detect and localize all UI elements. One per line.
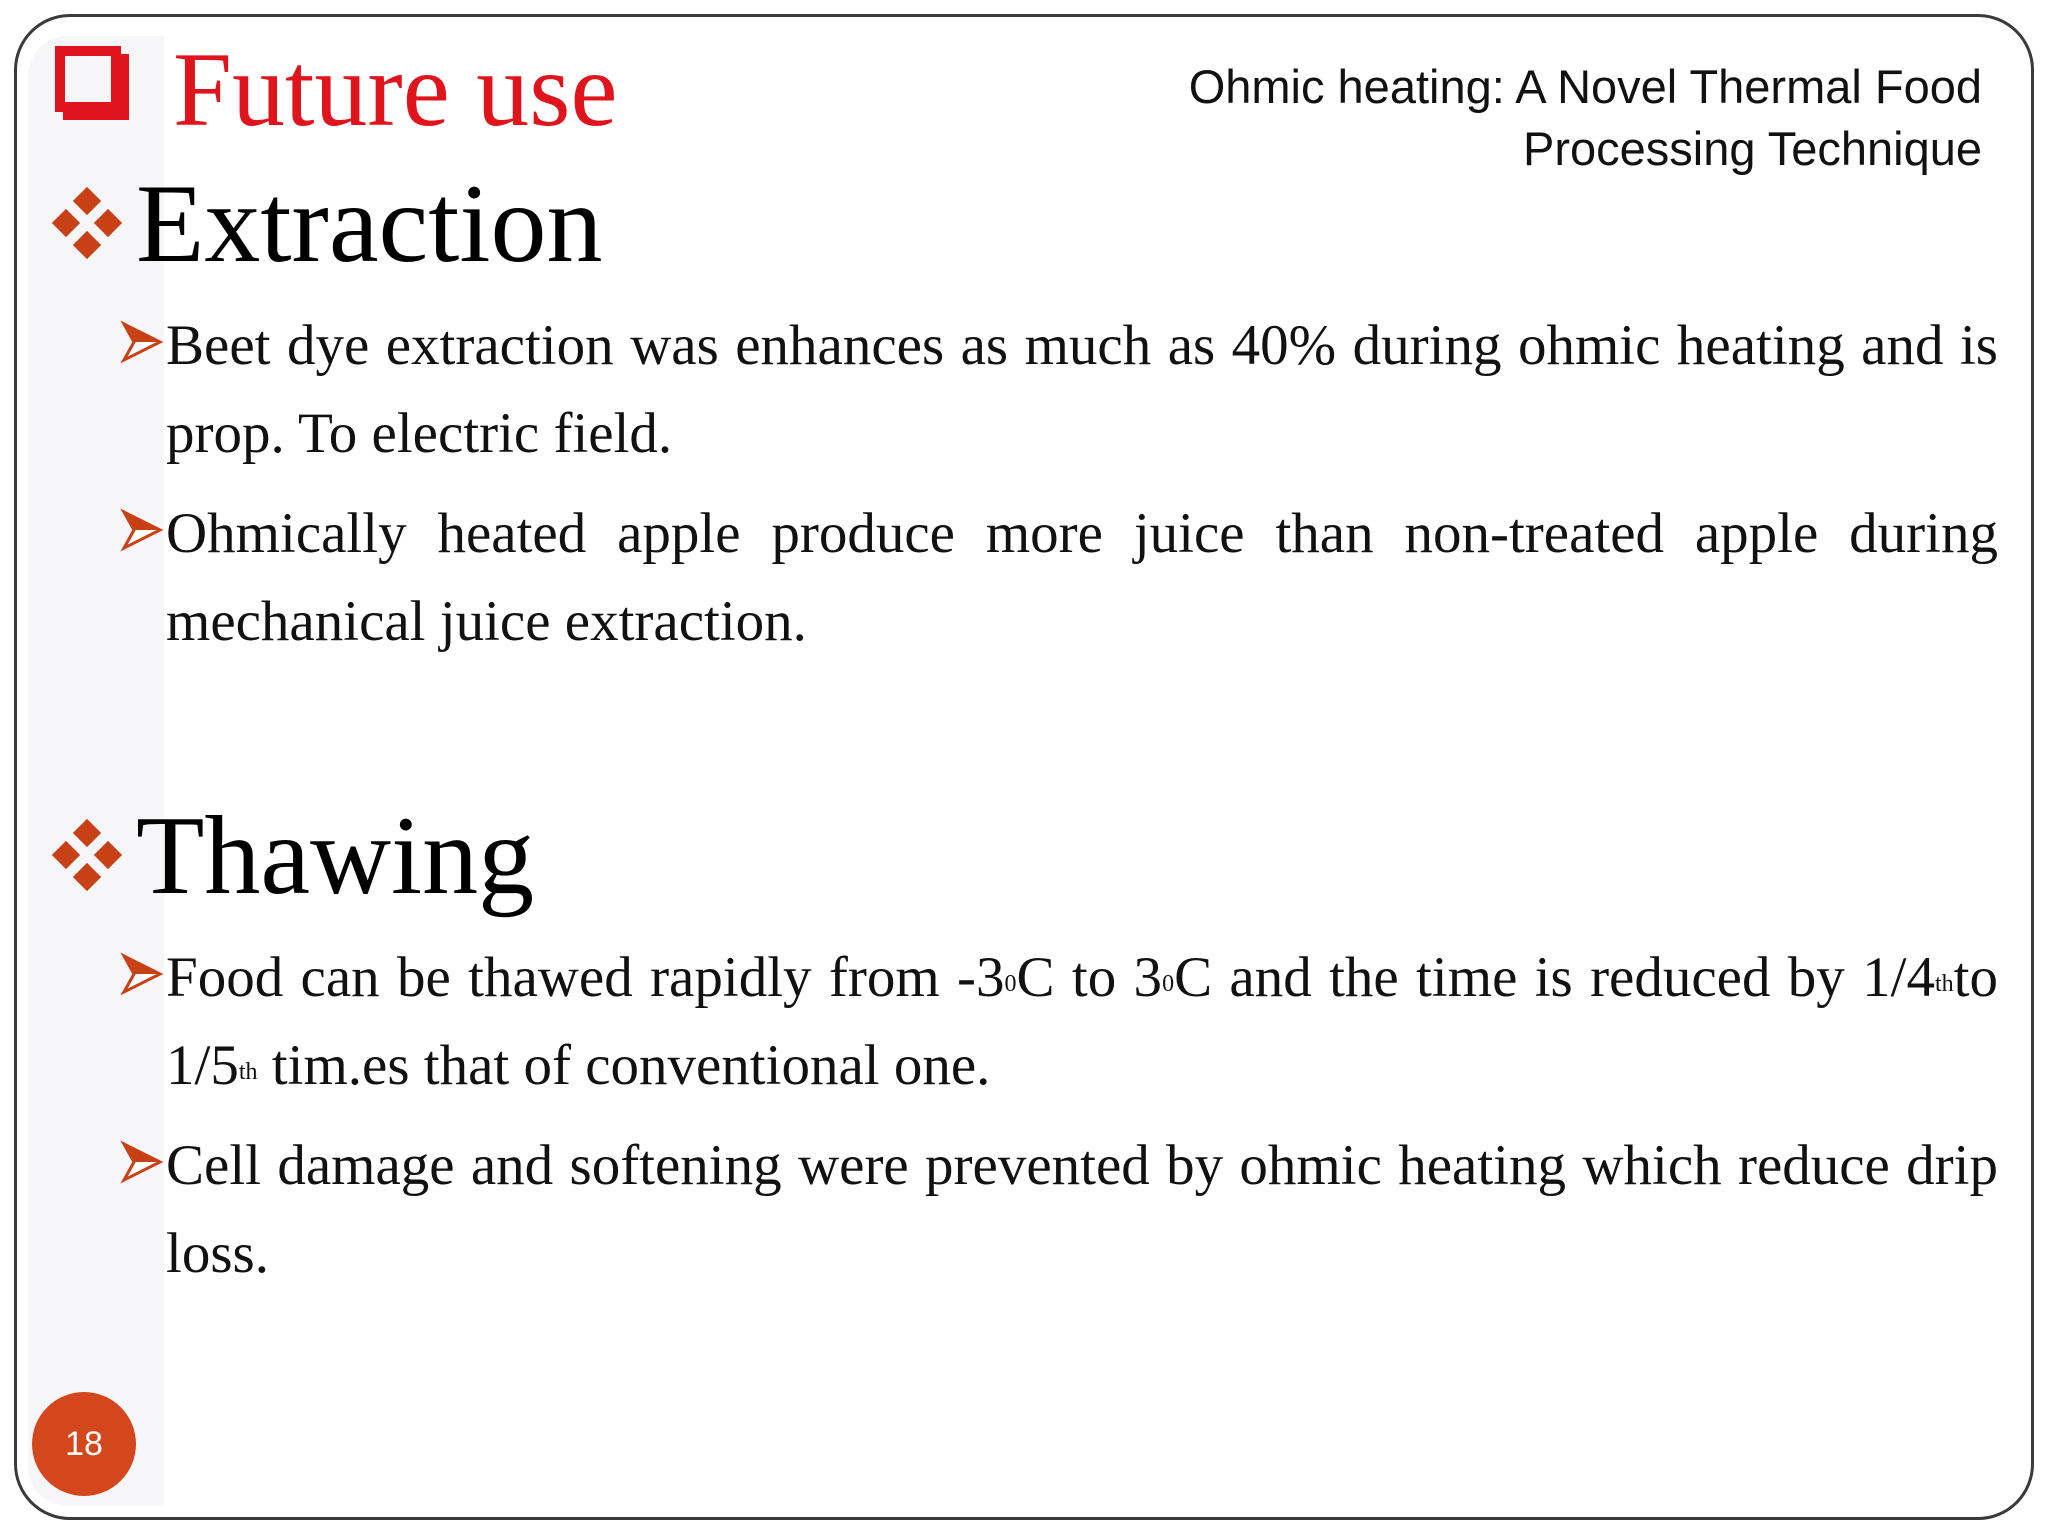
arrow-icon (120, 508, 164, 552)
section-heading-thawing (50, 794, 1998, 918)
checkbox-icon (55, 46, 121, 112)
slide-title: Future use (173, 31, 618, 148)
title-row (55, 30, 618, 150)
bullet-text: Food can be thawed rapidly from $-3^0C$ to $3^0C$ and the time is reduced by 1/4thto 1/5th tim.es that of conventional one. (166, 946, 1998, 1097)
arrow-icon (120, 1140, 164, 1184)
header-note (1062, 56, 1982, 180)
bullet-list-thawing (50, 934, 1998, 1298)
bullet-item (50, 302, 1998, 478)
bullet-text: Ohmically heated apple produce more juice than non-treated apple during mechanical juice extraction. (166, 502, 1998, 653)
four-diamond-icon (50, 187, 124, 261)
bullet-item (50, 1122, 1998, 1298)
arrow-icon (120, 952, 164, 996)
bullet-list-extraction (50, 302, 1998, 666)
section-extraction (50, 162, 1998, 678)
four-diamond-icon (50, 819, 124, 893)
bullet-text: Cell damage and softening were prevented by ohmic heating which reduce drip loss. (166, 1134, 1998, 1285)
header-note-line2: Processing Technique (1523, 122, 1982, 175)
page-number-badge: 18 (32, 1392, 136, 1496)
bullet-item (50, 934, 1998, 1110)
section-thawing (50, 794, 1998, 1310)
section-heading-extraction (50, 162, 1998, 286)
bullet-item (50, 490, 1998, 666)
arrow-icon (120, 320, 164, 364)
section-heading-text: Extraction (136, 162, 603, 286)
header-note-line1: Ohmic heating: A Novel Thermal Food (1188, 60, 1982, 113)
section-heading-text: Thawing (136, 794, 535, 918)
bullet-text: Beet dye extraction was enhances as much as 40% during ohmic heating and is prop. To electric field. (166, 314, 1998, 465)
